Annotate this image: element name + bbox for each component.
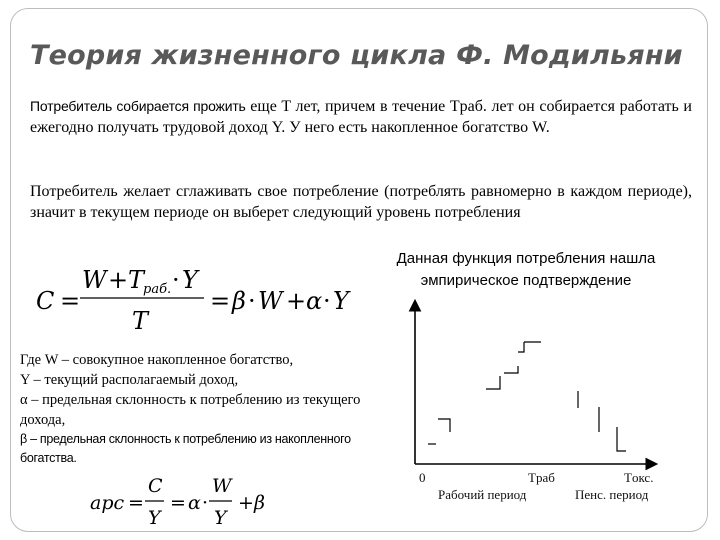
definition-alpha: α – предельная склонность к потреблению из текущего дохода, [20,392,361,428]
lifecycle-graph [400,296,690,508]
apc-beta: β [254,492,265,514]
formula-w: W [258,287,283,315]
step-5 [518,342,524,352]
formula-num-sub: раб. [143,282,172,297]
apc-frac2-den: Y [214,507,227,529]
formula-eq2: = [210,287,231,315]
apc-frac1-num: C [148,475,163,497]
axis-t-work: Tраб [528,470,555,485]
formula-y: Y [333,287,349,315]
apc-label: apc [90,492,125,514]
formula-num-dot: · [172,266,180,294]
apc-frac2-num: W [212,475,232,497]
staircase [428,342,626,451]
step-3 [486,376,500,389]
definition-beta: β – предельная склонность к потреблению из накопленного богатства. [20,432,351,465]
formula-dot1: · [248,287,256,315]
empirical-note [376,248,676,292]
apc-dot: · [202,492,209,514]
axis-t-end: Tокс. [624,470,654,485]
paragraph-intro-lead: Потребитель собирается прожить [30,98,246,114]
formula-c: C [36,287,55,315]
pension-period-label: Пенс. период [575,487,649,502]
slide-title: Теория жизненного цикла Ф. Модильяни [30,40,683,71]
definition-w: Где W – совокупное накопленное богатство, [20,352,294,368]
formula-num-y: Y [182,266,198,294]
empirical-note-line-2: эмпирическое подтверждение [420,272,632,289]
paragraph-smoothing: Потребитель желает сглаживать свое потребление (потреблять равномерно в каждом периоде), значит в текущем периоде он выберет следующий уровень потребления [30,183,692,221]
definitions [20,350,390,468]
formula-num-w: W [82,266,107,294]
paragraph-intro-rest: еще T лет, причем в течение Tраб. лет он собирается работать и ежегодно получать трудовой доход Y. У него есть накопленное богатство W. [30,98,692,136]
definition-y: Y – текущий располагаемый доход, [20,372,239,388]
formula-num-plus: + [108,266,129,294]
formula-eq: = [60,287,81,315]
step-2 [438,419,450,432]
formula-dot2: · [323,287,331,315]
formula-num-t: T [128,266,145,294]
axis-origin: 0 [419,470,426,485]
work-period-label: Рабочий период [438,487,527,502]
apc-plus: + [238,492,254,514]
formula-plus: + [286,287,307,315]
apc-eq: = [128,492,144,514]
formula-den: T [132,307,149,335]
empirical-note-line-1: Данная функция потребления нашла [396,250,656,267]
apc-alpha: α [188,492,201,514]
apc-eq2: = [170,492,186,514]
formula-alpha: α [306,287,323,315]
formula-beta: β [232,287,246,315]
step-9 [617,427,626,451]
step-4 [504,366,518,373]
apc-frac1-den: Y [148,507,161,529]
apc-formula [88,472,278,532]
paragraph-intro [30,96,692,138]
consumption-formula [32,262,372,337]
